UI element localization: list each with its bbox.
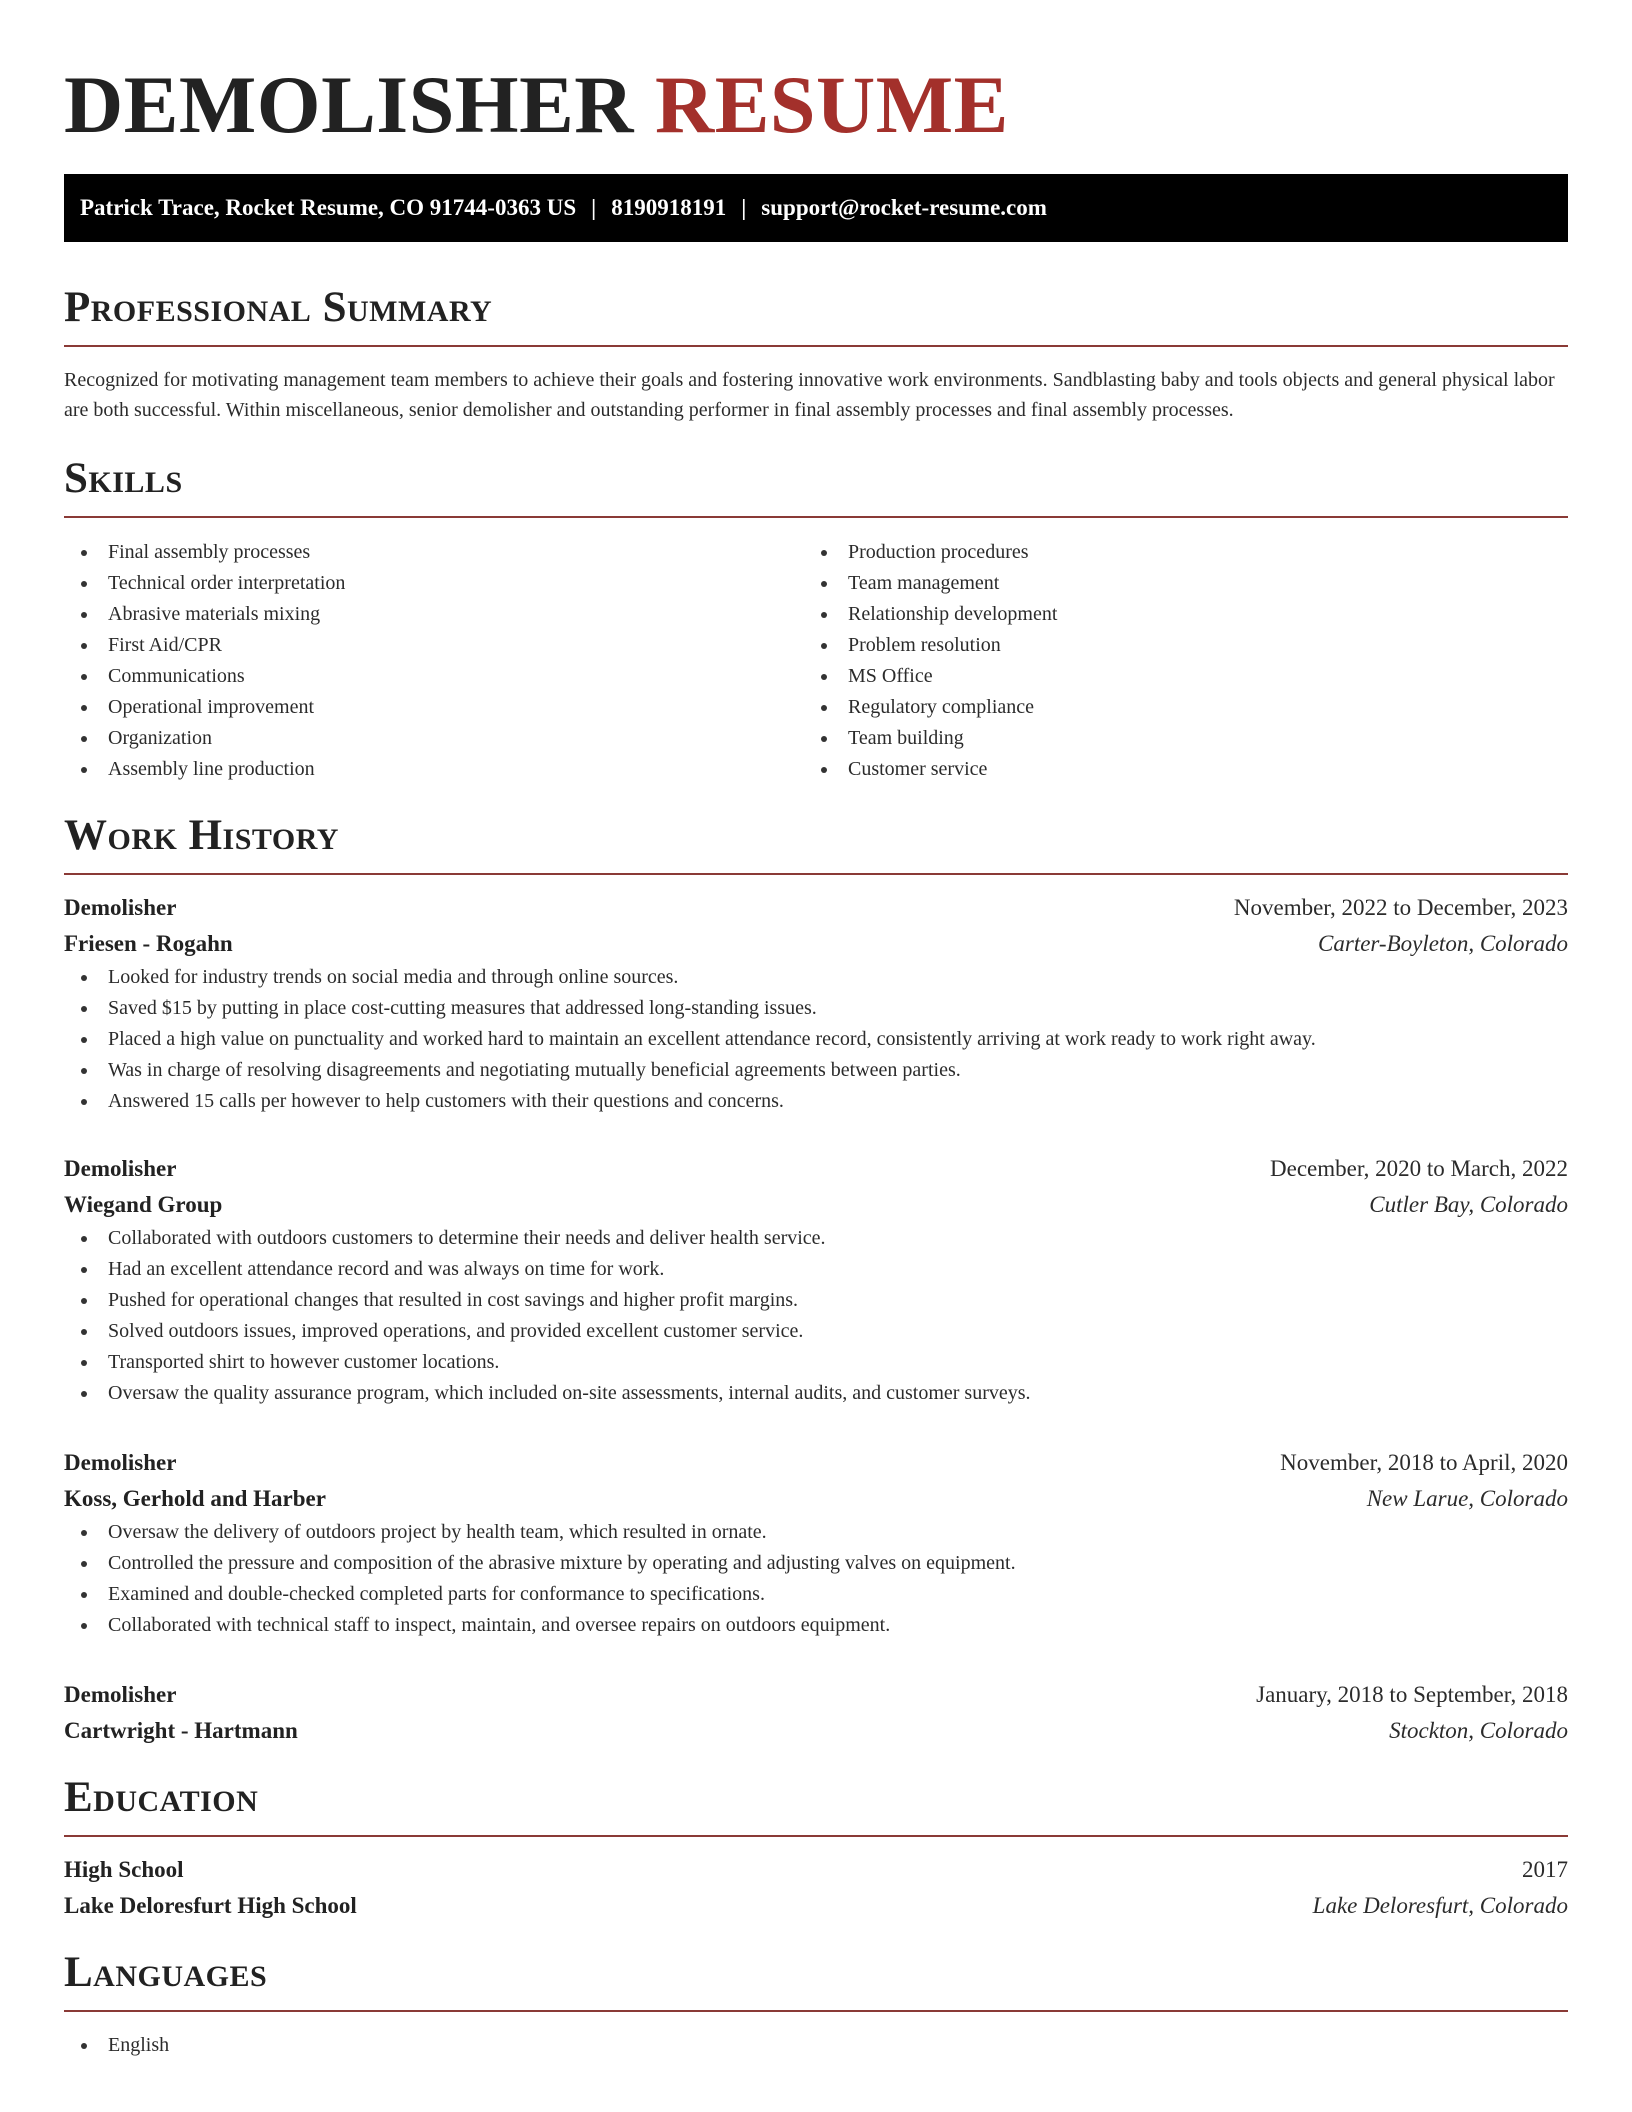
skill-item: Regulatory compliance [804, 692, 1544, 723]
job-title: Demolisher [64, 1682, 177, 1707]
job-header-row [64, 1445, 1568, 1481]
job-duty-item: Solved outdoors issues, improved operations, and provided excellent customer service. [64, 1316, 1568, 1347]
skills-grid [64, 537, 1568, 785]
work-history-heading: Work History [64, 812, 339, 859]
job-entry [64, 1677, 1568, 1749]
education-heading: Education [64, 1774, 259, 1821]
contact-bar [64, 174, 1568, 242]
languages-list [64, 2030, 1568, 2061]
skill-item: Assembly line production [64, 754, 804, 785]
skill-item: Customer service [804, 754, 1544, 785]
job-entry [64, 890, 1568, 1117]
section-divider [64, 873, 1568, 875]
skill-item: Team building [804, 723, 1544, 754]
skill-item: Final assembly processes [64, 537, 804, 568]
education-year: 2017 [1522, 1857, 1568, 1882]
job-company: Koss, Gerhold and Harber [64, 1486, 326, 1511]
job-duty-item: Collaborated with technical staff to inspect, maintain, and oversee repairs on outdoors equipment. [64, 1610, 1568, 1641]
job-title: Demolisher [64, 1450, 177, 1475]
skill-item: Abrasive materials mixing [64, 599, 804, 630]
job-dates: December, 2020 to March, 2022 [1270, 1156, 1568, 1181]
contact-phone: 8190918191 [611, 195, 727, 220]
job-header-row [64, 890, 1568, 926]
skill-item: First Aid/CPR [64, 630, 804, 661]
job-location: Cutler Bay, Colorado [1369, 1192, 1568, 1217]
job-duty-item: Examined and double-checked completed parts for conformance to specifications. [64, 1579, 1568, 1610]
summary-section [64, 283, 1568, 425]
skill-item: MS Office [804, 661, 1544, 692]
job-company-row [64, 1187, 1568, 1223]
skills-section [64, 454, 1568, 785]
job-header-row [64, 1151, 1568, 1187]
title-accent: RESUME [655, 59, 1009, 150]
languages-section [64, 1948, 1568, 2061]
education-entry [64, 1852, 1568, 1924]
job-title: Demolisher [64, 895, 177, 920]
job-company: Wiegand Group [64, 1192, 223, 1217]
job-company: Friesen - Rogahn [64, 931, 233, 956]
title-main: DEMOLISHER [64, 59, 634, 150]
contact-separator: | [591, 195, 597, 220]
section-divider [64, 516, 1568, 518]
section-divider [64, 345, 1568, 347]
job-duty-item: Oversaw the delivery of outdoors project by health team, which resulted in ornate. [64, 1517, 1568, 1548]
education-school: Lake Deloresfurt High School [64, 1893, 357, 1918]
summary-heading: Professional Summary [64, 284, 493, 331]
job-location: New Larue, Colorado [1366, 1486, 1568, 1511]
education-school-row [64, 1888, 1568, 1924]
job-duties-list [64, 1517, 1568, 1641]
job-duty-item: Answered 15 calls per however to help customers with their questions and concerns. [64, 1086, 1568, 1117]
job-duty-item: Pushed for operational changes that resulted in cost savings and higher profit margins. [64, 1285, 1568, 1316]
job-duty-item: Was in charge of resolving disagreements and negotiating mutually beneficial agreements between parties. [64, 1055, 1568, 1086]
job-location: Carter-Boyleton, Colorado [1318, 931, 1568, 956]
skills-list-right [804, 537, 1544, 785]
job-duties-list [64, 1223, 1568, 1409]
job-duty-item: Placed a high value on punctuality and worked hard to maintain an excellent attendance record, consistently arriving at work ready to work right away. [64, 1024, 1568, 1055]
skill-item: Relationship development [804, 599, 1544, 630]
job-duty-item: Had an excellent attendance record and was always on time for work. [64, 1254, 1568, 1285]
education-header-row [64, 1852, 1568, 1888]
skill-item: Production procedures [804, 537, 1544, 568]
languages-heading: Languages [64, 1949, 268, 1996]
job-header-row [64, 1677, 1568, 1713]
job-entry [64, 1151, 1568, 1409]
education-location: Lake Deloresfurt, Colorado [1312, 1893, 1568, 1918]
contact-address: Patrick Trace, Rocket Resume, CO 91744-0363 US [80, 195, 577, 220]
job-dates: November, 2018 to April, 2020 [1280, 1450, 1568, 1475]
job-dates: November, 2022 to December, 2023 [1233, 895, 1568, 920]
job-duty-item: Oversaw the quality assurance program, which included on-site assessments, internal audits, and customer surveys. [64, 1378, 1568, 1409]
work-history-section [64, 811, 1568, 1749]
section-divider [64, 2010, 1568, 2012]
job-duty-item: Looked for industry trends on social media and through online sources. [64, 962, 1568, 993]
job-duty-item: Saved $15 by putting in place cost-cutting measures that addressed long-standing issues. [64, 993, 1568, 1024]
language-item: English [64, 2030, 1568, 2061]
job-entry [64, 1445, 1568, 1641]
summary-text: Recognized for motivating management team members to achieve their goals and fostering innovative work environments. Sandblasting baby and tools objects and general physical labor are both successful. Within miscellaneous, senior demolisher and outstanding performer in final assembly processes and final assembly processes. [64, 369, 1555, 421]
job-duty-item: Controlled the pressure and composition of the abrasive mixture by operating and adjusting valves on equipment. [64, 1548, 1568, 1579]
job-dates: January, 2018 to September, 2018 [1256, 1682, 1568, 1707]
skill-item: Communications [64, 661, 804, 692]
job-company-row [64, 1713, 1568, 1749]
job-company: Cartwright - Hartmann [64, 1718, 298, 1743]
skills-heading: Skills [64, 455, 183, 502]
job-duty-item: Transported shirt to however customer locations. [64, 1347, 1568, 1378]
job-company-row [64, 1481, 1568, 1517]
contact-separator: | [741, 195, 747, 220]
job-location: Stockton, Colorado [1389, 1718, 1568, 1743]
skill-item: Technical order interpretation [64, 568, 804, 599]
skill-item: Organization [64, 723, 804, 754]
resume-title [64, 0, 1568, 152]
education-degree: High School [64, 1857, 184, 1882]
contact-email[interactable]: support@rocket-resume.com [761, 195, 1047, 220]
job-company-row [64, 926, 1568, 962]
skill-item: Problem resolution [804, 630, 1544, 661]
section-divider [64, 1835, 1568, 1837]
skill-item: Operational improvement [64, 692, 804, 723]
job-duties-list [64, 962, 1568, 1117]
job-title: Demolisher [64, 1156, 177, 1181]
skills-list-left [64, 537, 804, 785]
job-duty-item: Collaborated with outdoors customers to determine their needs and deliver health service. [64, 1223, 1568, 1254]
education-section [64, 1773, 1568, 1924]
skill-item: Team management [804, 568, 1544, 599]
